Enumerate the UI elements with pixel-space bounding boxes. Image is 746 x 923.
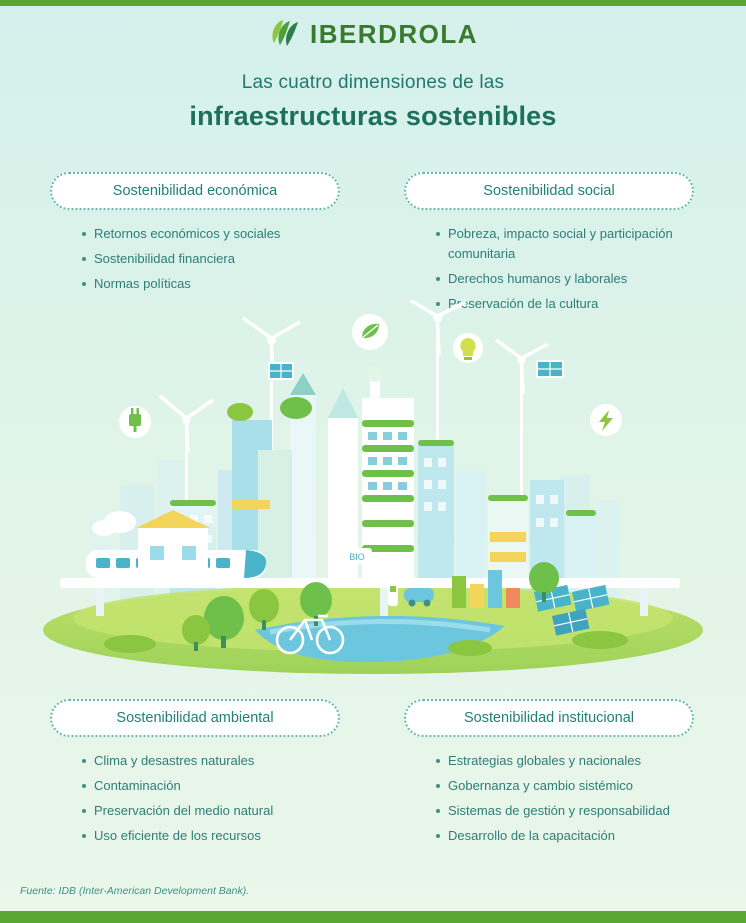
solar-panel-icon: [268, 362, 294, 380]
card-sostenibilidad-ambiental: [50, 699, 340, 851]
card-list-environmental: [50, 751, 340, 846]
card-title-institutional: Sostenibilidad institucional: [404, 699, 694, 737]
title-line-1: Las cuatro dimensiones de las: [241, 72, 505, 93]
card-title-environmental: Sostenibilidad ambiental: [50, 699, 340, 737]
list-item: Derechos humanos y laborales: [436, 269, 694, 289]
list-item: Retornos económicos y sociales: [82, 224, 340, 244]
card-sostenibilidad-social: [404, 172, 694, 319]
card-sostenibilidad-institucional: [404, 699, 694, 851]
page-title: [0, 72, 746, 132]
list-item: Gobernanza y cambio sistémico: [436, 776, 694, 796]
list-item: Estrategias globales y nacionales: [436, 751, 694, 771]
card-title-social: Sostenibilidad social: [404, 172, 694, 210]
lightbulb-icon: [453, 333, 483, 363]
sustainable-city-illustration: [0, 300, 746, 680]
list-item: Clima y desastres naturales: [82, 751, 340, 771]
list-item: Sostenibilidad financiera: [82, 249, 340, 269]
list-item: Preservación del medio natural: [82, 801, 340, 821]
bottom-accent-bar: [0, 911, 746, 923]
solar-panel-icon: [536, 360, 564, 378]
list-item: Normas políticas: [82, 274, 340, 294]
leaf-drop-icon: [268, 17, 302, 51]
bolt-icon: [590, 404, 622, 436]
list-item: Desarrollo de la capacitación: [436, 826, 694, 846]
top-accent-bar: [0, 0, 746, 6]
list-item: Pobreza, impacto social y participación comunitaria: [436, 224, 694, 264]
rooftop-tree-icon: [227, 397, 312, 421]
bio-sign: [342, 548, 372, 564]
card-list-economic: [50, 224, 340, 294]
plug-icon: [119, 406, 151, 438]
list-item: Uso eficiente de los recursos: [82, 826, 340, 846]
leaf-icon: [352, 314, 388, 350]
title-line-2: infraestructuras sostenibles: [189, 101, 557, 131]
card-sostenibilidad-economica: [50, 172, 340, 299]
list-item: Preservación de la cultura: [436, 294, 694, 314]
source-note: Fuente: IDB (Inter-American Development Bank).: [20, 885, 250, 897]
list-item: Sistemas de gestión y responsabilidad: [436, 801, 694, 821]
card-title-economic: Sostenibilidad económica: [50, 172, 340, 210]
brand-name: IBERDROLA: [309, 18, 479, 49]
card-list-institutional: [404, 751, 694, 846]
list-item: Contaminación: [82, 776, 340, 796]
brand-logo: [0, 14, 746, 54]
svg-text:BIO: BIO: [349, 552, 365, 562]
